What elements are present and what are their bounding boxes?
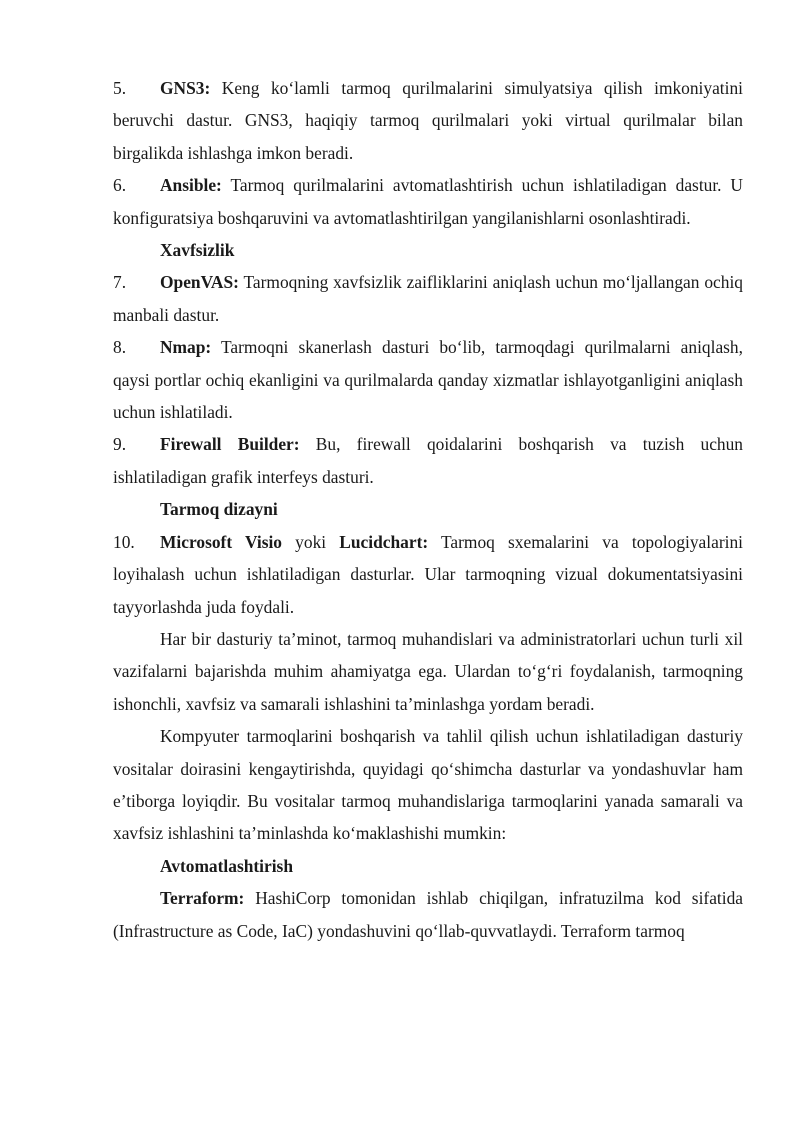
list-item-visio-lucidchart xyxy=(113,526,743,623)
section-heading-design: Tarmoq dizayni xyxy=(160,499,278,520)
description-firewall-builder: Bu, firewall qoidalarini boshqarish va tuzish uchun ishlatiladigan grafik interfeys dasturi. xyxy=(113,434,743,487)
description-ansible: Tarmoq qurilmalarini avtomatlashtirish uchun ishlatiladigan dastur. U konfiguratsiya boshqaruvini va avtomatlashtirilgan yangilanishlarni osonlashtiradi. xyxy=(113,175,743,228)
description-gns3: Keng ko‘lamli tarmoq qurilmalarini simulyatsiya qilish imkoniyatini beruvchi dastur. GNS3, haqiqiy tarmoq qurilmalari yoki virtual qurilmalar bilan birgalikda ishlashga imkon beradi. xyxy=(113,78,743,163)
list-number: 9. xyxy=(113,434,127,455)
list-number: 6. xyxy=(113,175,127,196)
description-terraform: HashiCorp tomonidan ishlab chiqilgan, infratuzilma kod sifatida (Infrastructure as Code, IaC) yondashuvini qo‘llab-quvvatlaydi. Terraform tarmoq xyxy=(113,888,743,941)
section-heading-security: Xavfsizlik xyxy=(160,240,235,261)
list-item-nmap xyxy=(113,331,743,428)
term-firewall-builder: Firewall Builder: xyxy=(160,434,300,455)
term-ansible: Ansible: xyxy=(160,175,222,196)
term-gns3: GNS3: xyxy=(160,78,211,98)
term-microsoft-visio: Microsoft Visio xyxy=(160,531,282,552)
list-item-ansible xyxy=(113,169,743,234)
term-terraform: Terraform: xyxy=(160,888,245,909)
description-openvas: Tarmoqning xavfsizlik zaifliklarini aniqlash uchun mo‘ljallangan ochiq manbali dastur. xyxy=(113,272,743,325)
term-openvas: OpenVAS: xyxy=(160,272,239,293)
list-item-gns3 xyxy=(113,72,743,169)
term-nmap: Nmap: xyxy=(160,337,212,358)
list-item-firewall-builder xyxy=(113,428,743,493)
description-visio-lucidchart: Tarmoq sxemalarini va topologiyalarini loyihalash uchun ishlatiladigan dasturlar. Ular tarmoqning vizual dokumentatsiyasini tayyorlashda juda foydali. xyxy=(113,531,743,617)
list-number: 10. xyxy=(113,531,135,552)
paragraph-additional-tools: Kompyuter tarmoqlarini boshqarish va tahlil qilish uchun ishlatiladigan dasturiy vositalar doirasini kengaytirishda, quyidagi qo‘shimcha dasturlar va yondashuvlar ham e’tiborga loyiqdir. Bu vositalar tarmoq muhandislariga tarmoqlarini yanada samarali va xavfsiz ishlashini ta’minlashda ko‘maklashishi mumkin: xyxy=(113,726,743,844)
paragraph-software-importance: Har bir dasturiy ta’minot, tarmoq muhandislari va administratorlari uchun turli xil vazifalarni bajarishda muhim ahamiyatga ega. Ulardan to‘g‘ri foydalanish, tarmoqning ishonchli, xavfsiz va samarali ishlashini ta’minlashga yordam beradi. xyxy=(113,628,743,714)
list-number: 8. xyxy=(113,337,127,358)
list-item-openvas xyxy=(113,266,743,331)
connector-text: yoki xyxy=(295,531,327,552)
description-nmap: Tarmoqni skanerlash dasturi bo‘lib, tarmoqdagi qurilmalarni aniqlash, qaysi portlar ochiq ekanligini va qurilmalarda qanday xizmatlar ishlayotganligini aniqlash uchun ishlatiladi. xyxy=(113,337,743,423)
list-number: 5. xyxy=(113,78,127,98)
list-number: 7. xyxy=(113,272,127,293)
section-heading-automation: Avtomatlashtirish xyxy=(160,855,294,876)
term-lucidchart: Lucidchart: xyxy=(339,531,429,552)
paragraph-terraform xyxy=(113,882,743,947)
